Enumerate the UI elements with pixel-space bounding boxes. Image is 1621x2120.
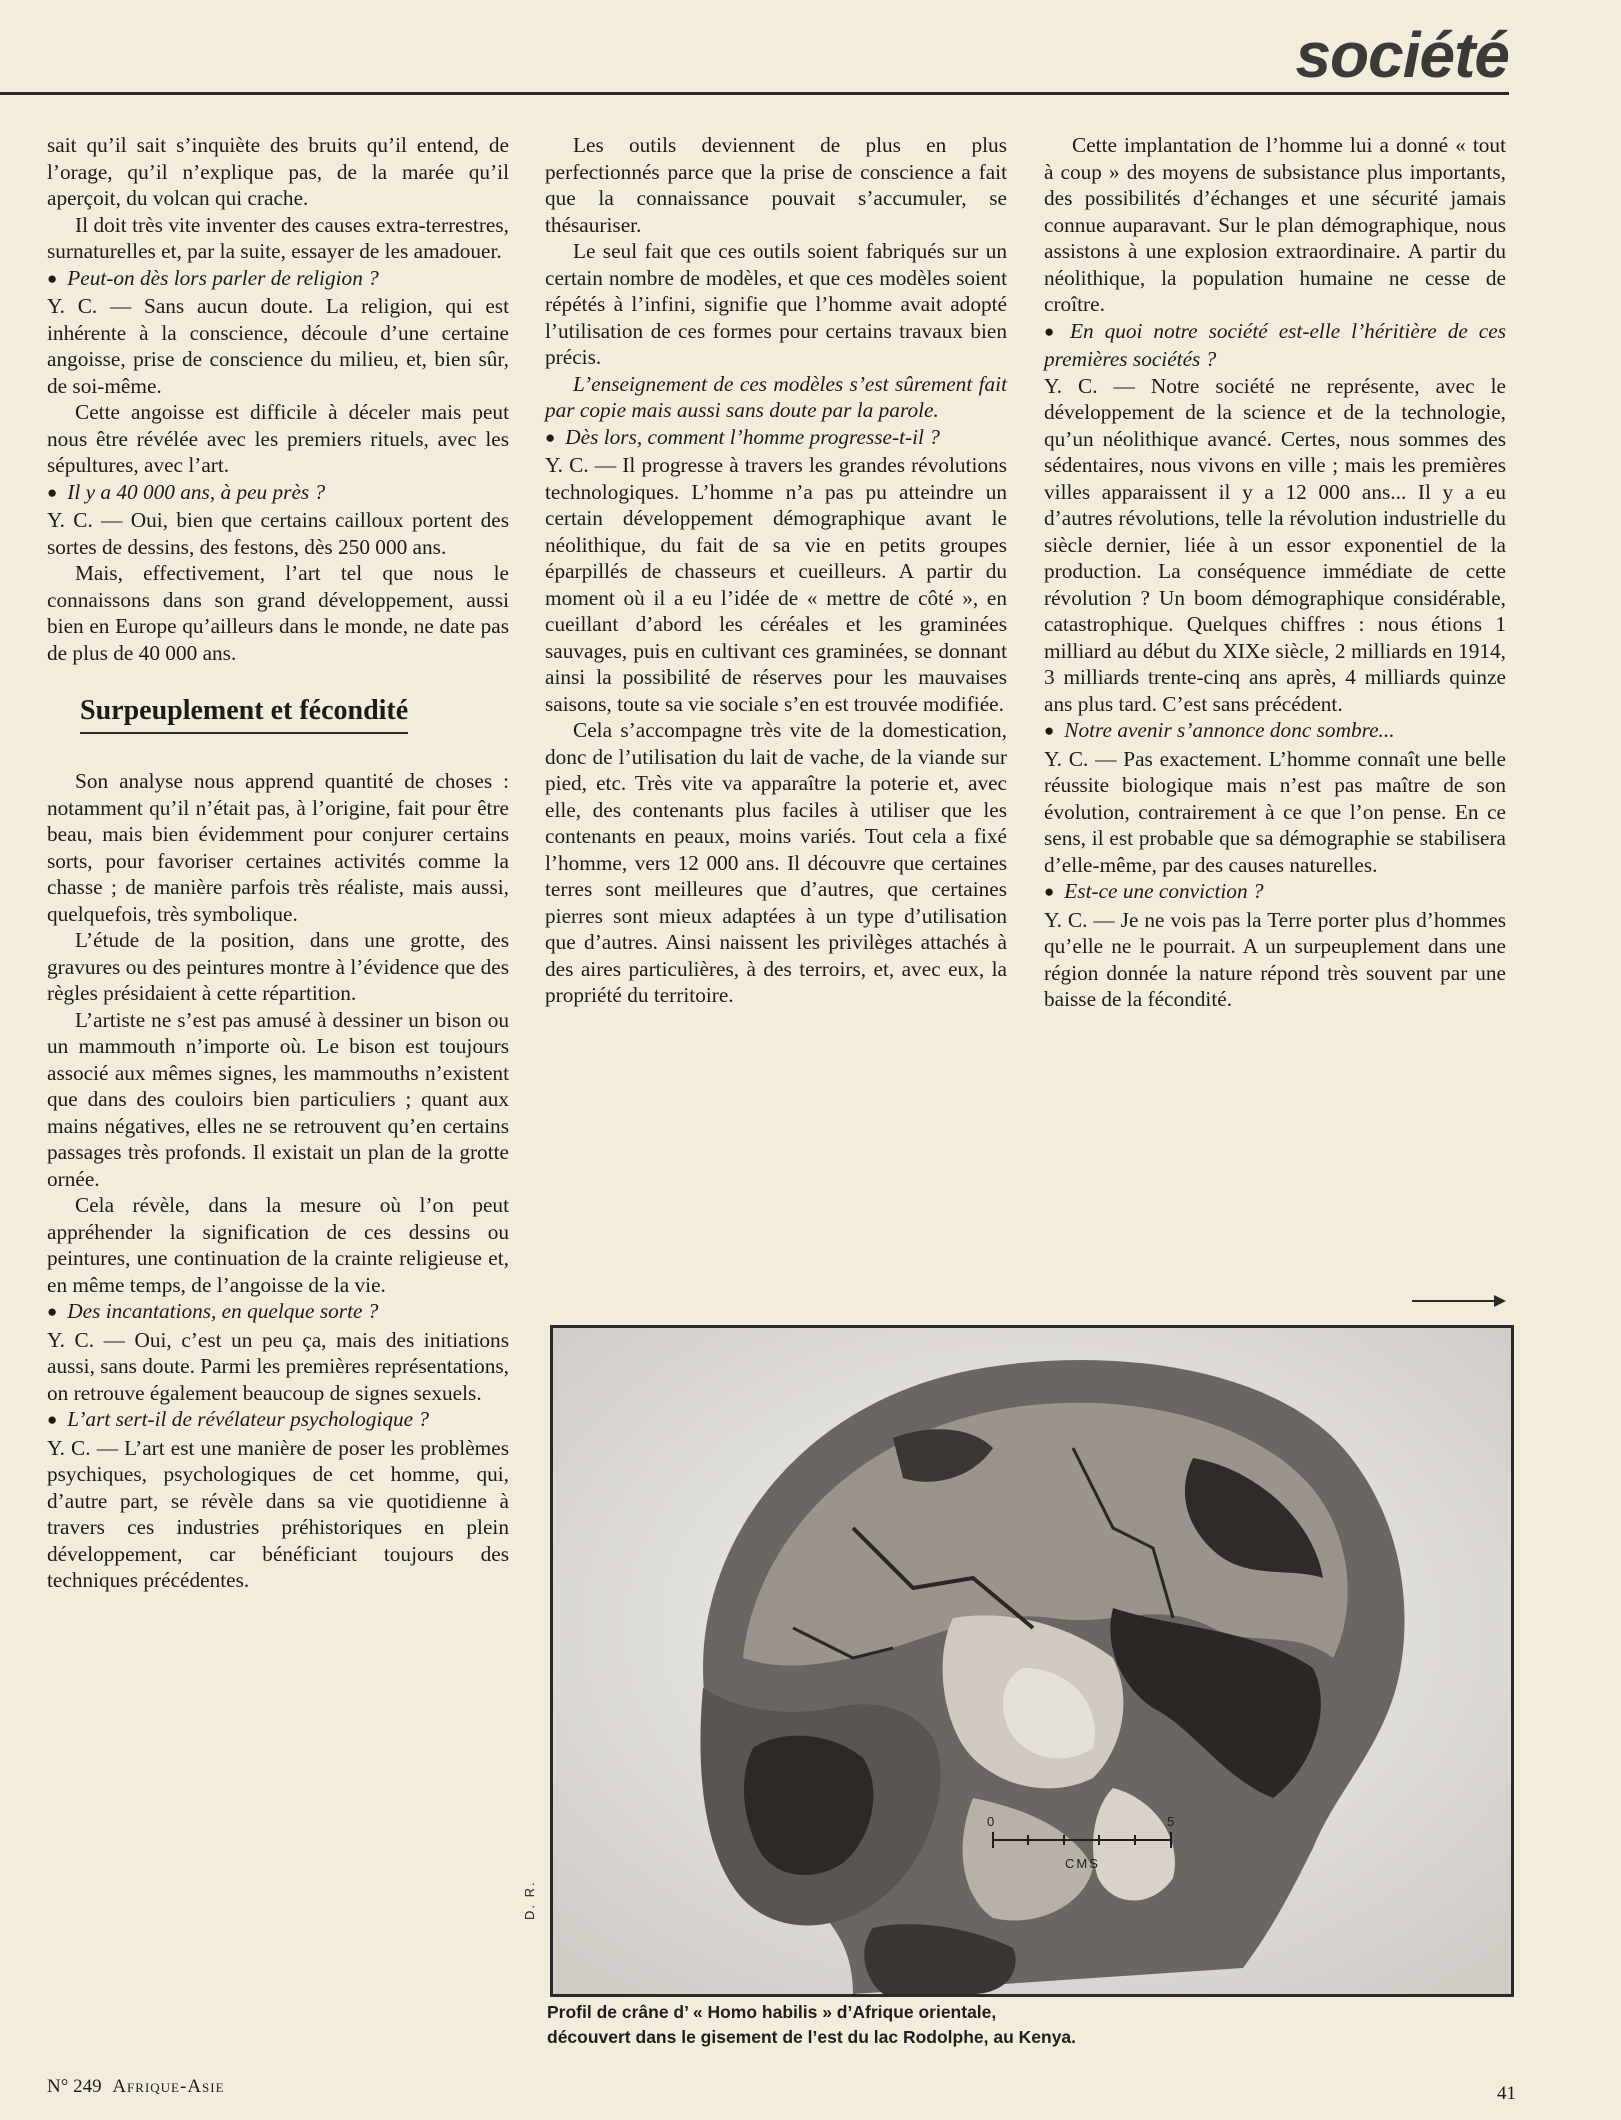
- answer: Y. C. — Pas exactement. L’homme connaît une belle réussite biologique mais n’est pas maître de son évolution, contrairement à ce que l’on pense. En ce sens, il est probable que sa démographie se stabilisera d’elle-même, par des causes naturelles.: [1044, 746, 1506, 877]
- continue-arrow-icon: [1412, 1300, 1504, 1302]
- paragraph: Il doit très vite inventer des causes extra-terrestres, surnaturelles et, par la suite, essayer de les amadouer.: [47, 212, 509, 263]
- paragraph: Cette angoisse est difficile à déceler mais peut nous être révélée avec les premiers rituels, avec les sépultures, avec l’art.: [47, 400, 509, 477]
- column-2: [545, 132, 1007, 1009]
- interview-question: ● Il y a 40 000 ans, à peu près ?: [47, 479, 509, 508]
- interview-question: ● L’art sert-il de révélateur psychologique ?: [47, 1406, 509, 1435]
- column-1: [47, 132, 509, 1594]
- answer: Y. C. — Notre société ne représente, avec le développement de la science et de la technologie, qu’un néolithique avancé. Certes, nous sommes des sédentaires, nous vivons en ville ; mais les premières villes apparaissent il y a 12 000 ans... Il y a eu d’autres révolutions, telle la révolution industrielle du siècle dernier, liée à un essor exponentiel de la production. La conséquence immédiate de cette révolution ? Un boom démographique considérable, catastrophique. Quelques chiffres : nous étions 1 milliard au début du XIXe siècle, 2 milliards en 1914, 3 milliards trente-cinq ans après, 4 milliards quinze ans plus tard. C’est sans précédent.: [1044, 373, 1506, 716]
- answer: Y. C. — Oui, c’est un peu ça, mais des initiations aussi, sans doute. Parmi les premières représentations, on retrouve également beaucoup de signes sexuels.: [47, 1327, 509, 1405]
- paragraph: Le seul fait que ces outils soient fabriqués sur un certain nombre de modèles, et que ces modèles soient répétés à l’infini, signifie que l’homme avait adopté l’utilisation de ces formes pour certains travaux bien précis.: [545, 239, 1007, 369]
- page-number: 41: [1497, 2083, 1516, 2104]
- publication-name: Afrique-Asie: [112, 2076, 225, 2097]
- interview-question: ● Peut-on dès lors parler de religion ?: [47, 265, 509, 294]
- answer: Y. C. — Je ne vois pas la Terre porter plus d’hommes qu’elle ne le pourrait. A un surpeuplement dans une région donnée la nature répond très souvent par une baisse de la fécondité.: [1044, 907, 1506, 1011]
- scale-start-label: 0: [987, 1814, 995, 1829]
- answer: Y. C. — L’art est une manière de poser les problèmes psychiques, psychologiques de cet homme, qui, d’autre part, se révèle dans sa vie quotidienne à travers ces industries préhistoriques en plein développement, car bénéficiant toujours des techniques précédentes.: [47, 1435, 509, 1592]
- caption-line: Profil de crâne d’ « Homo habilis » d’Afrique orientale,: [547, 2002, 997, 2022]
- header-rule: [0, 92, 1509, 95]
- paragraph: Cela s’accompagne très vite de la domestication, donc de l’utilisation du lait de vache, de la viande sur pied, etc. Très vite va apparaître la poterie et, avec elle, des contenants plus faciles à utiliser que les contenants en peaux, moins variés. Tout cela a fixé l’homme, vers 12 000 ans. Il découvre que certaines terres sont meilleures que d’autres, que certaines pierres sont mieux adaptées à un type d’utilisation que d’autres. Ainsi naissent les privilèges attachés à des aires particulières, à des terroirs, et, avec eux, la propriété du territoire.: [545, 718, 1007, 1007]
- skull-photo: [550, 1325, 1514, 1997]
- paragraph: Mais, effectivement, l’art tel que nous le connaissons dans son grand développement, aussi bien en Europe qu’ailleurs dans le monde, ne date pas de plus de 40 000 ans.: [47, 561, 509, 665]
- section-title: société: [1295, 19, 1509, 91]
- caption-line: découvert dans le gisement de l’est du lac Rodolphe, au Kenya.: [547, 2027, 1077, 2047]
- answer: Y. C. — Oui, bien que certains cailloux portent des sortes de dessins, des festons, dès 250 000 ans.: [47, 508, 509, 559]
- scale-unit-label: CMS: [1065, 1856, 1100, 1871]
- interview-question: ● Notre avenir s’annonce donc sombre...: [1044, 717, 1506, 746]
- photo-credit: D. R.: [522, 1880, 537, 1920]
- paragraph: L’artiste ne s’est pas amusé à dessiner un bison ou un mammouth n’importe où. Le bison est toujours associé aux mêmes signes, les mammouths n’existent que dans des couloirs bien particuliers ; quant aux mains négatives, elles ne se retrouvent qu’en certains passages très profonds. Il existait un plan de la grotte ornée.: [47, 1007, 509, 1191]
- paragraph: L’étude de la position, dans une grotte, des gravures ou des peintures montre à l’évidence que des règles présidaient à cette répartition.: [47, 928, 509, 1005]
- answer: Y. C. — Il progresse à travers les grandes révolutions technologiques. L’homme n’a pas pu atteindre un certain développement démographique avant le néolithique, du fait de sa vie en petits groupes éparpillés de chasseurs et cueilleurs. A partir du moment où il a eu l’idée de « mettre de côté », en cueillant d’abord les céréales et les graminées sauvages, puis en cultivant ces graminées, se donnant ainsi la possibilité de réserves pour les mauvaises saisons, toute sa vie sociale s’en est trouvée modifiée.: [545, 453, 1007, 716]
- interview-question: ● Est-ce une conviction ?: [1044, 878, 1506, 907]
- issue-number: N° 249: [47, 2076, 102, 2097]
- paragraph: Cela révèle, dans la mesure où l’on peut appréhender la signification de ces dessins ou peintures, une continuation de la crainte religieuse et, en même temps, de l’angoisse de la vie.: [47, 1193, 509, 1297]
- scale-end-label: 5: [1167, 1814, 1175, 1829]
- interview-question: ● En quoi notre société est-elle l’héritière de ces premières sociétés ?: [1044, 318, 1506, 373]
- paragraph: sait qu’il sait s’inquiète des bruits qu’il entend, de l’orage, qu’il n’explique pas, de la marée qu’il aperçoit, du volcan qui crache.: [47, 133, 509, 210]
- paragraph: Cette implantation de l’homme lui a donné « tout à coup » des moyens de subsistance plus importants, des possibilités d’échanges et une sécurité jamais connue auparavant. Sur le plan démographique, nous assistons à une explosion extraordinaire. A partir du néolithique, la population humaine ne cesse de croître.: [1044, 133, 1506, 316]
- footer-issue: [47, 2076, 225, 2098]
- column-3: [1044, 132, 1506, 1013]
- skull-illustration: [553, 1328, 1511, 1994]
- paragraph: Son analyse nous apprend quantité de choses : notamment qu’il n’était pas, à l’origine, fait pour être beau, mais bien évidemment pour conjurer certains sorts, pour favoriser certaines activités comme la chasse ; de manière parfois très réaliste, mais aussi, quelquefois, très symbolique.: [47, 769, 509, 926]
- photo-caption: [547, 2000, 1507, 2050]
- interview-question: ● Des incantations, en quelque sorte ?: [47, 1298, 509, 1327]
- subheading: Surpeuplement et fécondité: [80, 694, 408, 734]
- paragraph: Les outils deviennent de plus en plus perfectionnés parce que la prise de conscience a fait que la connaissance pouvait s’accumuler, se thésauriser.: [545, 133, 1007, 237]
- interview-question: ● Dès lors, comment l’homme progresse-t-il ?: [545, 424, 1007, 453]
- answer: Y. C. — Sans aucun doute. La religion, qui est inhérente à la conscience, découle d’une certaine angoisse, prise de conscience du milieu, et, bien sûr, de soi-même.: [47, 294, 509, 398]
- italic-paragraph: L’enseignement de ces modèles s’est sûrement fait par copie mais aussi sans doute par la parole.: [545, 371, 1007, 422]
